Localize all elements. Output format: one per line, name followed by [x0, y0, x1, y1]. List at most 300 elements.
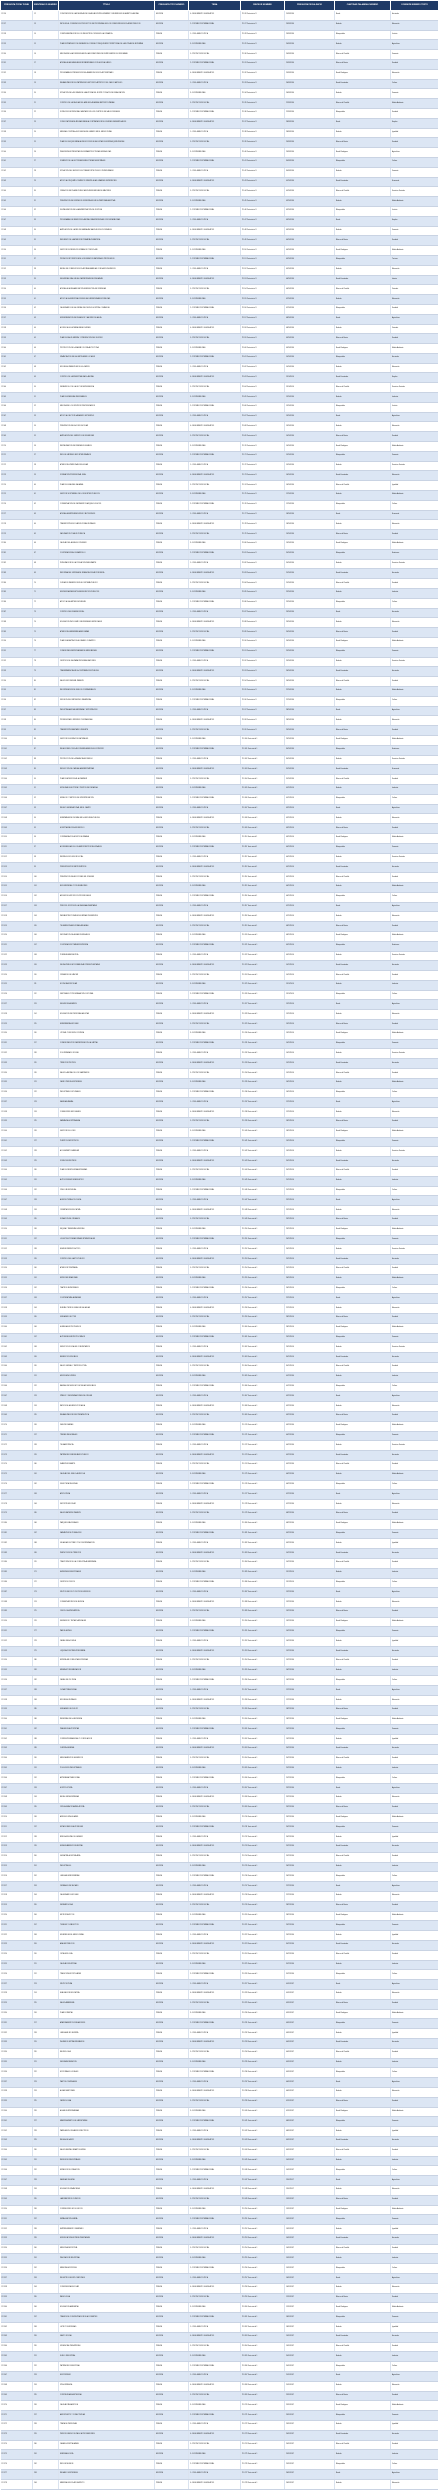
table-row[interactable] [1, 2352, 438, 2362]
table-row[interactable] [1, 491, 438, 501]
table-cell: 3 - SOSTENIBILIDAD [189, 2009, 241, 2019]
table-cell: Sanidad [391, 236, 438, 246]
table-row[interactable] [1, 2264, 438, 2274]
table-row[interactable] [1, 1069, 438, 1079]
table-row[interactable] [1, 1764, 438, 1774]
table-row[interactable] [1, 1020, 438, 1030]
table-row[interactable] [1, 108, 438, 118]
table-cell: PC-97 Texto inicial 1 [241, 706, 285, 716]
table-row[interactable] [1, 1627, 438, 1637]
table-row[interactable] [1, 579, 438, 589]
table-row[interactable] [1, 2136, 438, 2146]
table-row[interactable] [1, 1852, 438, 1862]
table-row[interactable] [1, 500, 438, 510]
table-row[interactable] [1, 1539, 438, 1549]
table-row[interactable] [1, 2244, 438, 2254]
table-row[interactable] [1, 824, 438, 834]
table-row[interactable] [1, 30, 438, 40]
column-header[interactable]: PREGUNTA FECHA INICIO [285, 1, 335, 11]
table-row[interactable] [1, 1176, 438, 1186]
table-row[interactable] [1, 2283, 438, 2293]
table-row[interactable] [1, 2332, 438, 2342]
table-row[interactable] [1, 1460, 438, 1470]
table-row[interactable] [1, 50, 438, 60]
table-cell: 73 [33, 608, 59, 618]
table-row[interactable] [1, 402, 438, 412]
table-row[interactable] [1, 873, 438, 883]
table-row[interactable] [1, 197, 438, 207]
table-row[interactable] [1, 1999, 438, 2009]
table-row[interactable] [1, 1216, 438, 1226]
table-row[interactable] [1, 667, 438, 677]
table-row[interactable] [1, 167, 438, 177]
table-row[interactable] [1, 628, 438, 638]
table-row[interactable] [1, 128, 438, 138]
table-row[interactable] [1, 1480, 438, 1490]
table-row[interactable] [1, 432, 438, 442]
table-row[interactable] [1, 1127, 438, 1137]
table-cell: 25/09/2016 [285, 59, 335, 69]
table-row[interactable] [1, 59, 438, 69]
table-row[interactable] [1, 784, 438, 794]
table-row[interactable] [1, 1490, 438, 1500]
table-row[interactable] [1, 285, 438, 295]
table-row[interactable] [1, 1362, 438, 1372]
table-row[interactable] [1, 2274, 438, 2284]
table-row[interactable] [1, 2303, 438, 2313]
table-row[interactable] [1, 931, 438, 941]
table-row[interactable] [1, 2323, 438, 2333]
table-cell: 25 [33, 138, 59, 148]
table-cell: 02/11/2016 [285, 804, 335, 814]
table-row[interactable] [1, 794, 438, 804]
table-row[interactable] [1, 2146, 438, 2156]
table-row[interactable] [1, 618, 438, 628]
table-row[interactable] [1, 1980, 438, 1990]
table-row[interactable] [1, 1754, 438, 1764]
table-cell: 13/11/2016 [285, 1029, 335, 1039]
table-row[interactable] [1, 1598, 438, 1608]
table-row[interactable] [1, 451, 438, 461]
table-row[interactable] [1, 1509, 438, 1519]
table-row[interactable] [1, 2058, 438, 2068]
table-row[interactable] [1, 1196, 438, 1206]
table-row[interactable] [1, 1568, 438, 1578]
table-row[interactable] [1, 971, 438, 981]
table-row[interactable] [1, 765, 438, 775]
column-header[interactable]: IDENTIDAD ID NUMERO [33, 1, 59, 11]
table-row[interactable] [1, 1059, 438, 1069]
table-row[interactable] [1, 922, 438, 932]
table-row[interactable] [1, 1118, 438, 1128]
table-row[interactable] [1, 716, 438, 726]
table-row[interactable] [1, 1715, 438, 1725]
column-header[interactable]: PREGUNTA PCPAV FUSIB [1, 1, 33, 11]
table-row[interactable] [1, 843, 438, 853]
table-row[interactable] [1, 1794, 438, 1804]
table-row[interactable] [1, 2362, 438, 2372]
table-row[interactable] [1, 1617, 438, 1627]
table-row[interactable] [1, 1274, 438, 1284]
table-row[interactable] [1, 1186, 438, 1196]
table-cell: 14/10/2016 [285, 432, 335, 442]
table-cell: AUTOBUSES METROPOLITANOS [59, 1333, 155, 1343]
table-row[interactable] [1, 1167, 438, 1177]
table-row[interactable] [1, 1833, 438, 1843]
table-cell: Educación [391, 1598, 438, 1608]
table-row[interactable] [1, 1872, 438, 1882]
table-row[interactable] [1, 2450, 438, 2460]
table-cell: Barak [335, 314, 391, 324]
table-row[interactable] [1, 2185, 438, 2195]
table-row[interactable] [1, 520, 438, 530]
table-cell: Economía [391, 510, 438, 520]
table-cell: 27/10/2016 [285, 696, 335, 706]
table-row[interactable] [1, 755, 438, 765]
table-row[interactable] [1, 912, 438, 922]
table-row[interactable] [1, 1225, 438, 1235]
table-row[interactable] [1, 990, 438, 1000]
table-row[interactable] [1, 1147, 438, 1157]
table-row[interactable] [1, 1696, 438, 1706]
table-row[interactable] [1, 530, 438, 540]
table-row[interactable] [1, 79, 438, 89]
table-row[interactable] [1, 1029, 438, 1039]
table-cell: PC-269 [1, 2391, 33, 2401]
table-cell: PC-100 Texto inicial 1 [241, 735, 285, 745]
table-row[interactable] [1, 295, 438, 305]
table-row[interactable] [1, 1940, 438, 1950]
table-row[interactable] [1, 1686, 438, 1696]
table-row[interactable] [1, 422, 438, 432]
table-row[interactable] [1, 89, 438, 99]
table-cell: VIÑEDO Y DENOMINACIONES DE ORIGEN [59, 1392, 155, 1402]
table-row[interactable] [1, 647, 438, 657]
table-row[interactable] [1, 598, 438, 608]
table-row[interactable] [1, 1137, 438, 1147]
table-row[interactable] [1, 1441, 438, 1451]
table-row[interactable] [1, 696, 438, 706]
table-row[interactable] [1, 549, 438, 559]
table-row[interactable] [1, 833, 438, 843]
table-cell: INTEGRACION DE LA POBLACION INMIGRANTE [59, 559, 155, 569]
table-row[interactable] [1, 745, 438, 755]
table-row[interactable] [1, 1705, 438, 1715]
table-row[interactable] [1, 1862, 438, 1872]
table-row[interactable] [1, 1392, 438, 1402]
table-row[interactable] [1, 2421, 438, 2431]
table-row[interactable] [1, 1265, 438, 1275]
table-row[interactable] [1, 2401, 438, 2411]
table-cell: 5 - PROTECCION SOCIAL [189, 481, 241, 491]
table-row[interactable] [1, 726, 438, 736]
table-row[interactable] [1, 814, 438, 824]
table-cell: 12 [33, 11, 59, 21]
table-row[interactable] [1, 1235, 438, 1245]
table-row[interactable] [1, 1157, 438, 1167]
column-header[interactable]: COMISIÓN NÚMERO TEXTO [391, 1, 438, 11]
table-row[interactable] [1, 1098, 438, 1108]
table-row[interactable] [1, 1088, 438, 1098]
table-row[interactable] [1, 1745, 438, 1755]
table-row[interactable] [1, 1989, 438, 1999]
table-row[interactable] [1, 471, 438, 481]
table-row[interactable] [1, 2107, 438, 2117]
table-row[interactable] [1, 2391, 438, 2401]
table-row[interactable] [1, 353, 438, 363]
table-row[interactable] [1, 951, 438, 961]
table-row[interactable] [1, 1823, 438, 1833]
table-row[interactable] [1, 1549, 438, 1559]
table-row[interactable] [1, 481, 438, 491]
table-row[interactable] [1, 69, 438, 79]
table-row[interactable] [1, 2234, 438, 2244]
table-cell: PC-273 Texto inicial 1 [241, 2430, 285, 2440]
table-cell: 106 [33, 931, 59, 941]
table-row[interactable] [1, 657, 438, 667]
table-row[interactable] [1, 961, 438, 971]
table-row[interactable] [1, 412, 438, 422]
table-row[interactable] [1, 2117, 438, 2127]
table-row[interactable] [1, 314, 438, 324]
table-row[interactable] [1, 2254, 438, 2264]
table-row[interactable] [1, 1353, 438, 1363]
table-row[interactable] [1, 1529, 438, 1539]
table-cell: PC-60 [1, 344, 33, 354]
table-row[interactable] [1, 2176, 438, 2186]
table-row[interactable] [1, 2029, 438, 2039]
table-row[interactable] [1, 1637, 438, 1647]
table-row[interactable] [1, 1304, 438, 1314]
table-row[interactable] [1, 1000, 438, 1010]
table-row[interactable] [1, 1892, 438, 1902]
table-row[interactable] [1, 20, 438, 30]
table-row[interactable] [1, 216, 438, 226]
table-row[interactable] [1, 383, 438, 393]
table-row[interactable] [1, 2166, 438, 2176]
table-cell: 28/11/2016 [285, 1323, 335, 1333]
table-row[interactable] [1, 1343, 438, 1353]
table-row[interactable] [1, 1666, 438, 1676]
table-cell: PC-92 Texto inicial 1 [241, 657, 285, 667]
table-row[interactable] [1, 1647, 438, 1657]
column-header[interactable]: CANTIDAD PALABRAS NÚMERO [335, 1, 391, 11]
table-row[interactable] [1, 344, 438, 354]
table-row[interactable] [1, 1451, 438, 1461]
table-row[interactable] [1, 1470, 438, 1480]
table-row[interactable] [1, 187, 438, 197]
table-row[interactable] [1, 608, 438, 618]
table-row[interactable] [1, 1519, 438, 1529]
table-row[interactable] [1, 157, 438, 167]
table-row[interactable] [1, 1607, 438, 1617]
table-cell: EVALUACION EDUCATIVA [59, 1989, 155, 1999]
table-row[interactable] [1, 941, 438, 951]
table-row[interactable] [1, 393, 438, 403]
table-cell: Agricultura [391, 1784, 438, 1794]
table-row[interactable] [1, 2215, 438, 2225]
table-row[interactable] [1, 148, 438, 158]
table-row[interactable] [1, 1813, 438, 1823]
table-row[interactable] [1, 1921, 438, 1931]
table-row[interactable] [1, 40, 438, 50]
table-row[interactable] [1, 892, 438, 902]
table-row[interactable] [1, 2009, 438, 2019]
table-row[interactable] [1, 2381, 438, 2391]
column-header[interactable]: TEMA [189, 1, 241, 11]
table-row[interactable] [1, 1901, 438, 1911]
table-row[interactable] [1, 1245, 438, 1255]
table-row[interactable] [1, 1950, 438, 1960]
table-row[interactable] [1, 589, 438, 599]
table-row[interactable] [1, 1500, 438, 1510]
table-row[interactable] [1, 275, 438, 285]
table-cell: 217 [33, 2019, 59, 2029]
table-row[interactable] [1, 2205, 438, 2215]
table-row[interactable] [1, 2440, 438, 2450]
table-row[interactable] [1, 1911, 438, 1921]
table-row[interactable] [1, 775, 438, 785]
table-row[interactable] [1, 1078, 438, 1088]
table-row[interactable] [1, 363, 438, 373]
table-row[interactable] [1, 1372, 438, 1382]
table-row[interactable] [1, 138, 438, 148]
table-row[interactable] [1, 2430, 438, 2440]
table-row[interactable] [1, 902, 438, 912]
column-header[interactable]: PREGUNTA TIPO NUMERO [155, 1, 189, 11]
table-row[interactable] [1, 2293, 438, 2303]
table-row[interactable] [1, 2225, 438, 2235]
table-cell: 08/10/2016 [285, 324, 335, 334]
table-row[interactable] [1, 1843, 438, 1853]
table-cell: PC-179 Texto inicial 1 [241, 1509, 285, 1519]
table-row[interactable] [1, 226, 438, 236]
table-row[interactable] [1, 373, 438, 383]
table-row[interactable] [1, 304, 438, 314]
table-row[interactable] [1, 1960, 438, 1970]
table-row[interactable] [1, 2372, 438, 2382]
table-row[interactable] [1, 2097, 438, 2107]
table-row[interactable] [1, 2048, 438, 2058]
table-row[interactable] [1, 853, 438, 863]
table-row[interactable] [1, 735, 438, 745]
table-row[interactable] [1, 324, 438, 334]
table-row[interactable] [1, 2342, 438, 2352]
table-row[interactable] [1, 1578, 438, 1588]
table-row[interactable] [1, 2460, 438, 2470]
column-header[interactable]: REVISOR NOMBRE [241, 1, 285, 11]
table-row[interactable] [1, 804, 438, 814]
table-row[interactable] [1, 2078, 438, 2088]
table-row[interactable] [1, 1725, 438, 1735]
table-row[interactable] [1, 1323, 438, 1333]
table-row[interactable] [1, 1294, 438, 1304]
table-cell: 10/10/2016 [285, 353, 335, 363]
table-row[interactable] [1, 540, 438, 550]
table-row[interactable] [1, 1421, 438, 1431]
table-row[interactable] [1, 1803, 438, 1813]
table-row[interactable] [1, 1882, 438, 1892]
table-row[interactable] [1, 118, 438, 128]
table-row[interactable] [1, 980, 438, 990]
table-row[interactable] [1, 1206, 438, 1216]
table-row[interactable] [1, 882, 438, 892]
table-row[interactable] [1, 2156, 438, 2166]
table-row[interactable] [1, 177, 438, 187]
table-row[interactable] [1, 2038, 438, 2048]
table-row[interactable] [1, 1255, 438, 1265]
table-cell: PC-186 [1, 1578, 33, 1588]
table-row[interactable] [1, 1284, 438, 1294]
table-row[interactable] [1, 1676, 438, 1686]
table-row[interactable] [1, 1411, 438, 1421]
table-row[interactable] [1, 1784, 438, 1794]
table-row[interactable] [1, 569, 438, 579]
table-row[interactable] [1, 2127, 438, 2137]
table-cell: RATIOS DE ALUMNOS POR AULA [59, 1402, 155, 1412]
table-row[interactable] [1, 461, 438, 471]
column-header[interactable]: TÍTULO [59, 1, 155, 11]
table-row[interactable] [1, 2411, 438, 2421]
table-row[interactable] [1, 1931, 438, 1941]
table-cell: PC-123 [1, 961, 33, 971]
table-row[interactable] [1, 706, 438, 716]
table-row[interactable] [1, 265, 438, 275]
table-cell: Medio Ambiente [391, 1813, 438, 1823]
table-row[interactable] [1, 2313, 438, 2323]
table-row[interactable] [1, 206, 438, 216]
table-cell: PC-277 Texto inicial 1 [241, 2470, 285, 2480]
table-row[interactable] [1, 1333, 438, 1343]
table-row[interactable] [1, 1970, 438, 1980]
table-cell: SEGURIDAD VIAL EN LAS CARRETERAS SECUNDARIAS [59, 275, 155, 285]
table-row[interactable] [1, 1656, 438, 1666]
table-row[interactable] [1, 1313, 438, 1323]
table-row[interactable] [1, 255, 438, 265]
table-row[interactable] [1, 1431, 438, 1441]
table-row[interactable] [1, 1039, 438, 1049]
table-cell: 4 - SEGUIMIENTO LEGISLATIVO [189, 1696, 241, 1706]
table-row[interactable] [1, 11, 438, 21]
table-row[interactable] [1, 1588, 438, 1598]
table-row[interactable] [1, 442, 438, 452]
table-row[interactable] [1, 99, 438, 109]
table-row[interactable] [1, 2470, 438, 2480]
table-row[interactable] [1, 510, 438, 520]
table-row[interactable] [1, 2087, 438, 2097]
table-row[interactable] [1, 1735, 438, 1745]
table-row[interactable] [1, 1402, 438, 1412]
table-row[interactable] [1, 2479, 438, 2489]
table-row[interactable] [1, 559, 438, 569]
table-row[interactable] [1, 1049, 438, 1059]
table-row[interactable] [1, 2019, 438, 2029]
table-row[interactable] [1, 246, 438, 256]
table-row[interactable] [1, 2068, 438, 2078]
table-row[interactable] [1, 2195, 438, 2205]
table-row[interactable] [1, 686, 438, 696]
table-row[interactable] [1, 863, 438, 873]
table-row[interactable] [1, 1010, 438, 1020]
table-row[interactable] [1, 334, 438, 344]
table-row[interactable] [1, 236, 438, 246]
table-row[interactable] [1, 1558, 438, 1568]
table-row[interactable] [1, 638, 438, 648]
table-row[interactable] [1, 677, 438, 687]
table-row[interactable] [1, 1774, 438, 1784]
table-row[interactable] [1, 1108, 438, 1118]
table-row[interactable] [1, 1382, 438, 1392]
